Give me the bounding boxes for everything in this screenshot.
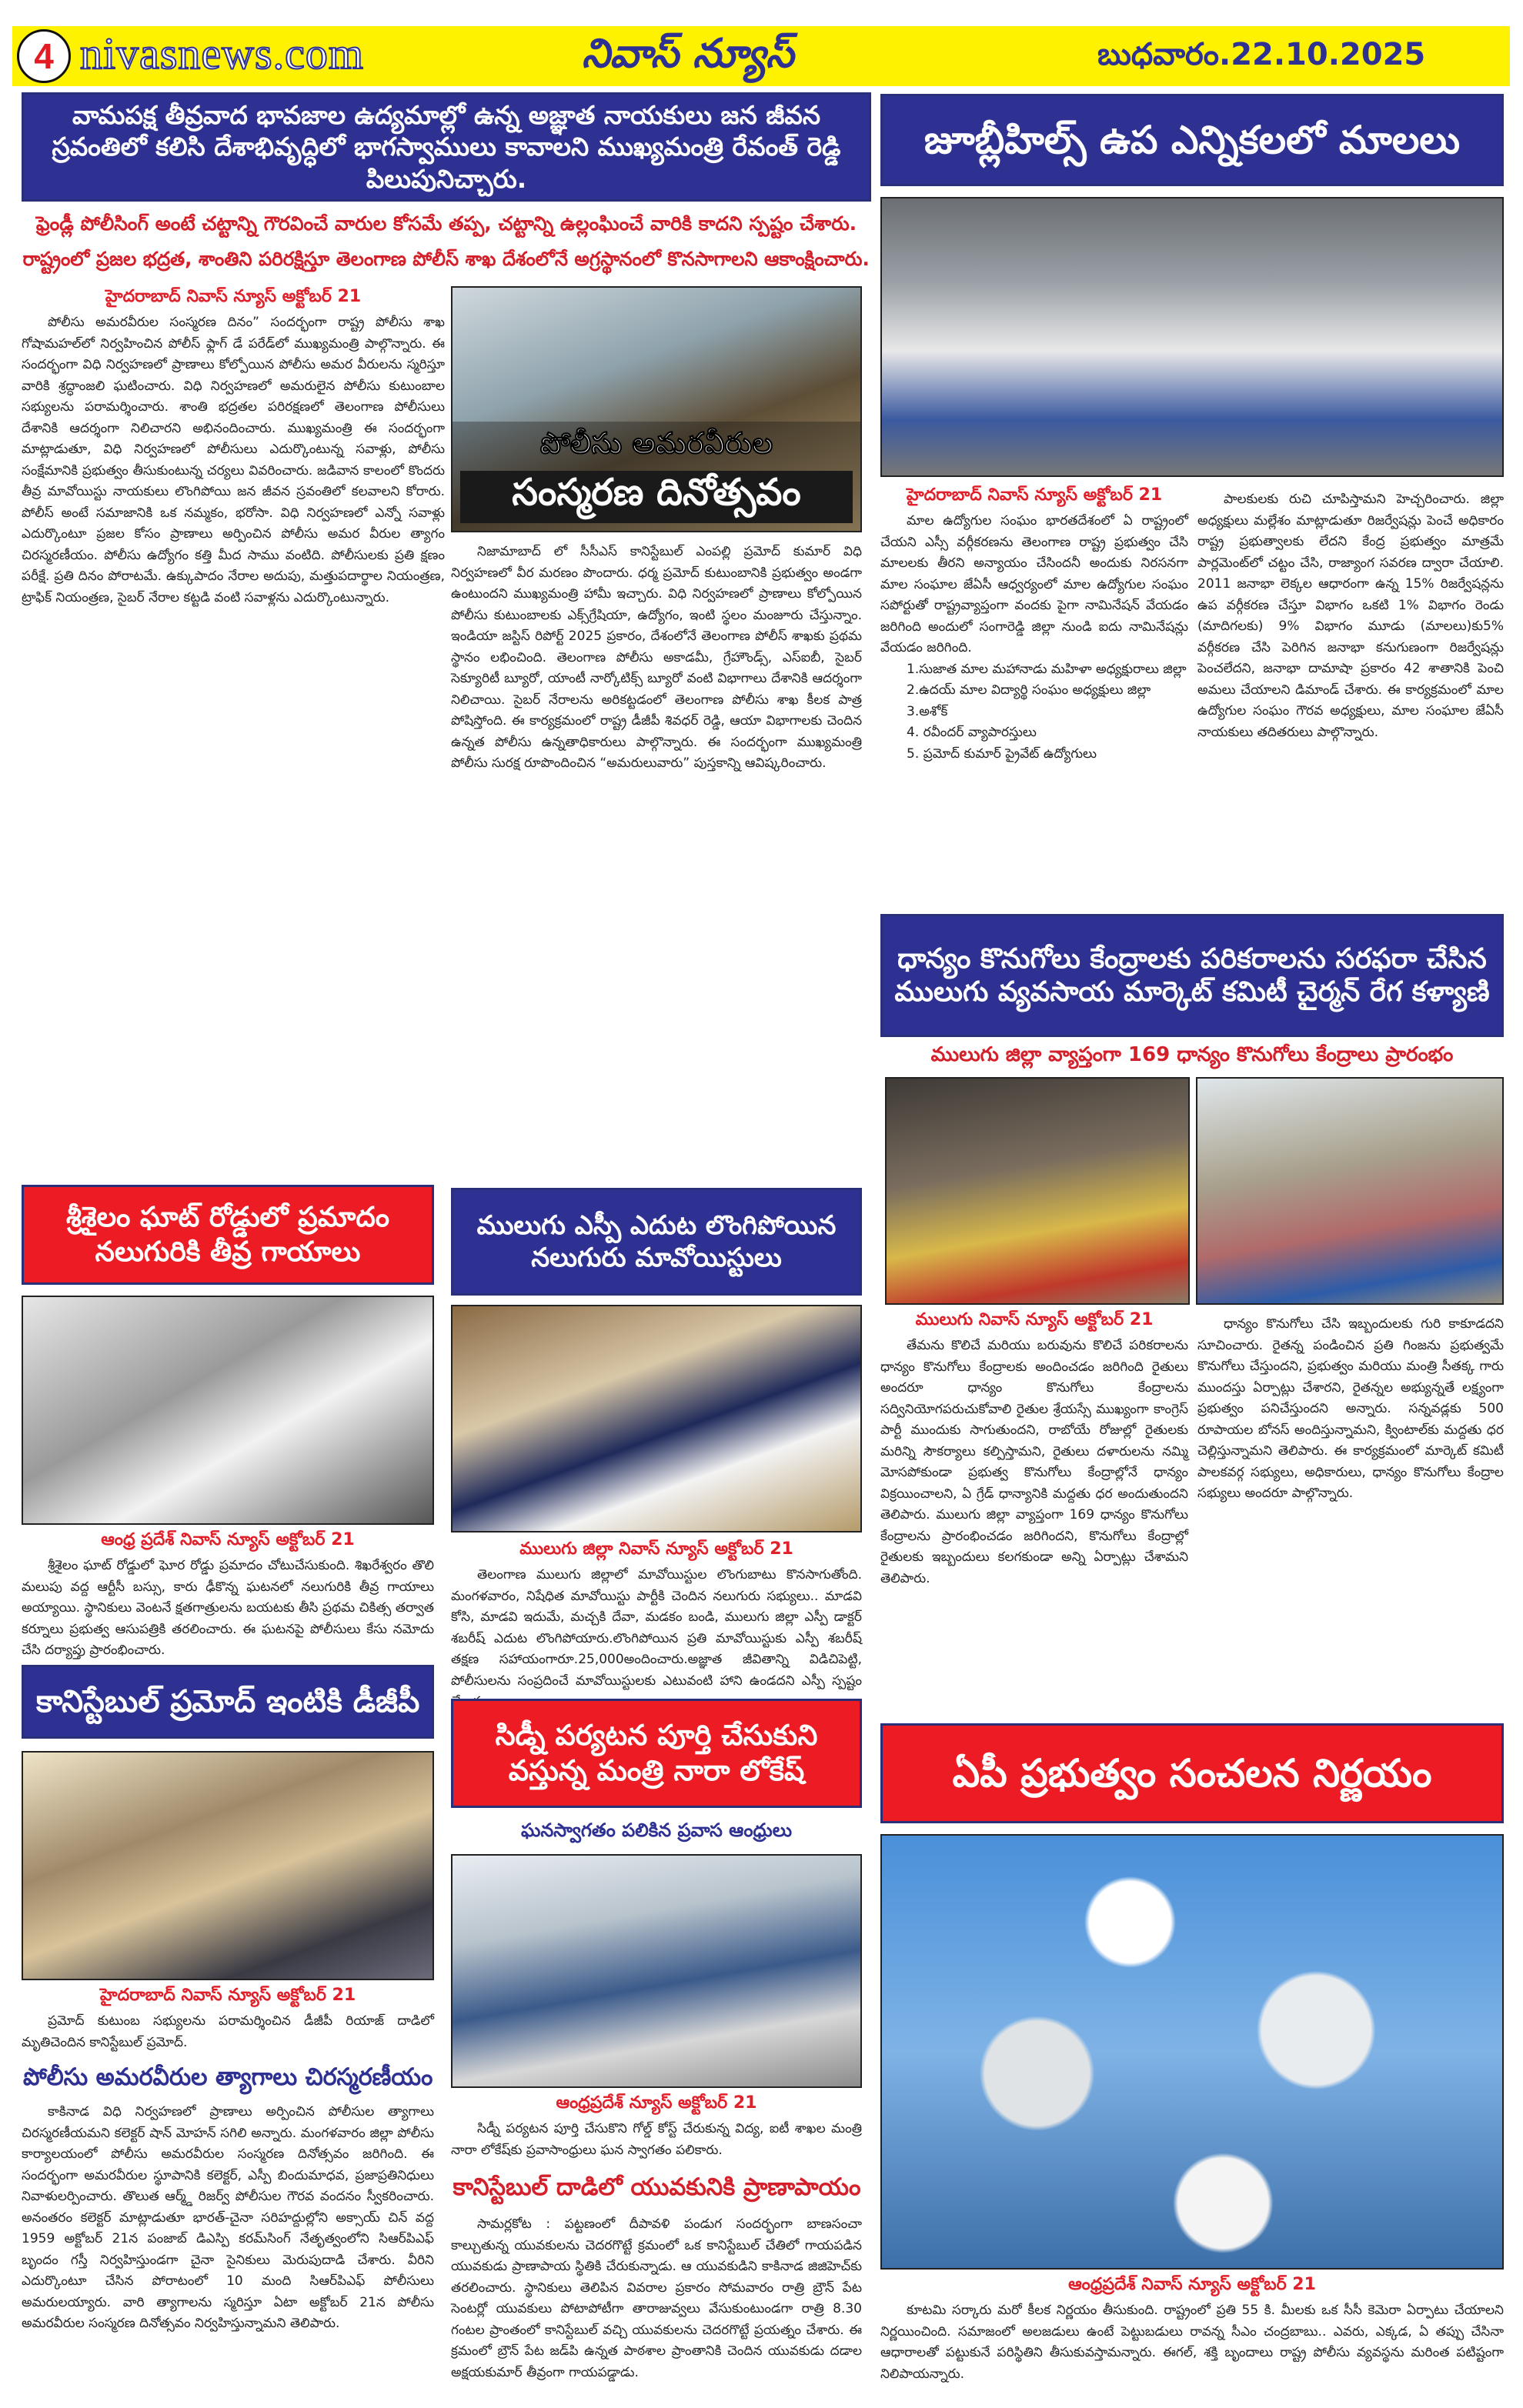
police-parade-photo xyxy=(451,286,862,532)
story2-column-2 xyxy=(1197,489,1504,908)
nominee-list-item: 3.అశోక్ xyxy=(907,703,948,719)
story4-headline-line-1: శ్రీశైలం ఘాట్ రోడ్డులో ప్రమాదం xyxy=(65,1202,390,1233)
masthead xyxy=(12,26,1510,86)
story5-headline xyxy=(451,1188,862,1296)
story2-dateline xyxy=(880,485,1188,509)
maoist-surrender-photo xyxy=(451,1305,862,1533)
story1-column-2 xyxy=(451,542,862,1162)
story8-headline-line-1: సిడ్నీ పర్యటన పూర్తి చేసుకుని xyxy=(495,1718,818,1752)
story8-subhead xyxy=(451,1817,862,1848)
story3-column-2 xyxy=(1197,1314,1504,1708)
cctv-cameras-photo xyxy=(880,1834,1504,2270)
story2-intro: మాల ఉద్యోగుల సంఘం భారతదేశంలో ఏ రాష్ట్రంలో చేయని ఎస్సీ వర్గీకరణను తెలంగాణ రాష్ట్ర ప్రభుత్వం చేసి మాలలకు తీరని అన్యాయం చేసిందనీ అందుకు నిరసనగా మాల సంఘాల జేఏసీ ఆధ్వర్యంలో మాల ఉద్యోగుల సంఘం సపోర్టుతో రాష్ట్రవ్యాప్తంగా వందకు పైగా నామినేషన్ వేయడం జరిగింది అందులో సంగారెడ్డి జిల్లా నుండి ఐదు నామినేషన్లు వేయడం జరిగింది. xyxy=(880,513,1188,656)
story6-headline xyxy=(22,1665,434,1739)
story1-text-1: పోలీసు అమరవీరుల సంస్మరణ దినం” సందర్భంగా రాష్ట్ర పోలీసు శాఖ గోషామహల్‌లో నిర్వహించిన పోలీస్ ఫ్లాగ్ డే పరేడ్‌లో ముఖ్యమంత్రి పాల్గొన్నారు. ఈ సందర్భంగా విధి నిర్వహణలో ప్రాణాలు కోల్పోయిన పోలీసు అమర వీరులను స్మరిస్తూ వారికి శ్రద్ధాంజలి ఘటించారు. విధి నిర్వహణలో అమరులైన పోలీసు కుటుంబాల సభ్యులను పరామర్శించారు. శాంతి భద్రతల పరిరక్షణలో తెలంగాణ పోలీసులు దేశానికి ఆదర్శంగా నిలిచారని అభినందించారు. ముఖ్యమంత్రి ఈ సందర్భంగా మాట్లాడుతూ, విధి నిర్వహణలో పోలీసులు ఎదుర్కొంటున్న సవాళ్లు, పోలీసు సంక్షేమానికి ప్రభుత్వం తీసుకుంటున్న చర్యలు వివరించారు. జడివాన కాలంలో కొందరు తీవ్ర మావోయిస్టు నాయకులు లొంగిపోయి జన జీవన స్రవంతిలో కలవాలని కోరారు. పోలీస్ అంటే సమాజానికి ఒక నమ్మకం, భరోసా. విధి నిర్వహణలో ఎన్నో సవాళ్లు ఎదుర్కొంటూ ప్రజల కోసం ప్రాణాలు అర్పించిన పోలీసు అమర వీరుల త్యాగం చిరస్మరణీయం. పోలీసు ఉద్యోగం కత్తి మీద సాము వంటిది. పోలీసులకు ప్రతి క్షణం పరీక్షే. ప్రతి దినం పోరాటమే. ఉక్కుపాదం నేరాల అదుపు, మత్తుపదార్థాల నియంత్రణ, ట్రాఫిక్ నియంత్రణ, సైబర్ నేరాల కట్టడి వంటి సవాళ్లను ఎదుర్కొంటున్నారు. xyxy=(22,315,445,605)
story1-subhead-2 xyxy=(22,245,871,278)
story8-headline-line-2: వస్తున్న మంత్రి నారా లోకేష్ xyxy=(508,1754,805,1787)
story2-column-1 xyxy=(880,511,1188,911)
story5-headline-line-2: నలుగురు మావోయిస్టులు xyxy=(531,1242,782,1273)
story3-subhead-text: ములుగు జిల్లా వ్యాప్తంగా 169 ధాన్యం కొనుగోలు కేంద్రాలు ప్రారంభం xyxy=(930,1043,1454,1066)
story3-dateline-text: ములుగు నివాస్ న్యూస్ అక్టోబర్ 21 xyxy=(915,1310,1154,1329)
story3-dateline xyxy=(880,1309,1188,1334)
nominee-list-item: 4. రవీందర్ వ్యాపారస్తులు xyxy=(907,725,1037,741)
grain-center-photo-2 xyxy=(1196,1077,1504,1305)
story9-headline xyxy=(451,2171,862,2208)
story5-body xyxy=(451,1565,862,1689)
issue-date: బుధవారం.22.10.2025 xyxy=(1097,37,1426,72)
story1-dateline-text: హైదరాబాద్ నివాస్ న్యూస్ అక్టోబర్ 21 xyxy=(105,287,362,306)
story6-headline-text: కానిస్టేబుల్ ప్రమోద్ ఇంటికి డీజీపీ xyxy=(35,1684,420,1719)
story4-dateline-text: ఆంధ్ర ప్రదేశ్ నివాస్ న్యూస్ అక్టోబర్ 21 xyxy=(101,1530,355,1549)
story3-headline: ధాన్యం కొనుగోలు కేంద్రాలకు పరికరాలను సరఫరా చేసిన ములుగు వ్యవసాయ మార్కెట్ కమిటీ చైర్మన్ రేగ కళ్యాణి xyxy=(880,914,1504,1037)
story1-subhead-1-text: ఫ్రెండ్లీ పోలీసింగ్ అంటే చట్టాన్ని గౌరవించే వారుల కోసమే తప్ప, చట్టాన్ని ఉల్లంఘించే వారికి కాదని స్పష్టం చేశారు. xyxy=(35,212,857,235)
story6-text: ప్రమోద్ కుటుంబ సభ్యులను పరామర్శించిన డీజీపీ రియాజ్ దాడిలో మృతిచెందిన కానిస్టేబుల్ ప్రమోద్. xyxy=(22,2013,434,2050)
story5-headline-line-1: ములుగు ఎస్పీ ఎదుట లొంగిపోయిన xyxy=(476,1209,837,1241)
story8-body xyxy=(451,2119,862,2163)
site-name[interactable]: nivasnews.com xyxy=(80,28,364,78)
story5-dateline xyxy=(451,1539,862,1563)
story6-dateline xyxy=(22,1985,434,2009)
story3-column-1 xyxy=(880,1336,1188,1708)
story5-dateline-text: ములుగు జిల్లా నివాస్ న్యూస్ అక్టోబర్ 21 xyxy=(519,1539,793,1559)
story4-dateline xyxy=(22,1529,434,1554)
story1-text-2: నిజామాబాద్ లో సీసీఎస్ కానిస్టేబుల్ ఎంపల్లి ప్రమోద్ కుమార్ విధి నిర్వహణలో వీర మరణం పొందారు. ధర్మ ప్రమోద్ కుటుంబానికి ప్రభుత్వం అండగా ఉంటుందని ముఖ్యమంత్రి హామీ ఇచ్చారు. విధి నిర్వహణలో ప్రాణాలు కోల్పోయిన పోలీసు కుటుంబాలకు ఎక్స్‌గ్రేషియా, ఉద్యోగం, ఇంటి స్థలం మంజూరు చేస్తున్నాం. ఇండియా జస్టిస్ రిపోర్ట్ 2025 ప్రకారం, దేశంలోనే తెలంగాణ పోలీస్ శాఖకు ప్రథమ స్థానం లభించింది. తెలంగాణ పోలీసు అకాడమీ, గ్రేహౌండ్స్, ఎస్ఐబీ, సైబర్ సెక్యూరిటీ బ్యూరో, యాంటీ నార్కోటిక్స్ బ్యూరో వంటి విభాగాలు దేశానికి ఆదర్శంగా నిలిచాయి. సైబర్ నేరాలను అరికట్టడంలో తెలంగాణ పోలీసు శాఖ కీలక పాత్ర పోషిస్తోంది. ఈ కార్యక్రమంలో రాష్ట్ర డీజీపీ శివధర్ రెడ్డి, ఆయా విభాగాలకు చెందిన ఉన్నత పోలీసు ఉన్నతాధికారులు పాల్గొన్నారు. ఈ సందర్భంగా ముఖ్యమంత్రి పోలీసు సురక్ష రూపొందించిన “అమరులువారు” పుస్తకాన్ని ఆవిష్కరించారు. xyxy=(451,544,862,772)
story2-dateline-text: హైదరాబాద్ నివాస్ న్యూస్ అక్టోబర్ 21 xyxy=(906,485,1163,505)
nominee-list-item: 1.సుజాత మాల మహానాడు మహిళా అధ్యక్షురాలు జిల్లా xyxy=(907,661,1187,677)
story1-subhead-2-text: రాష్ట్రంలో ప్రజల భద్రత, శాంతిని పరిరక్షిస్తూ తెలంగాణ పోలీస్ శాఖ దేశంలోనే అగ్రస్థానంలో కొనసాగాలని ఆకాంక్షించారు. xyxy=(22,248,870,270)
story3-subhead xyxy=(880,1042,1504,1072)
story2-headline-text: జూబ్లీహిల్స్ ఉప ఎన్నికలలో మాలలు xyxy=(923,117,1461,162)
story10-dateline xyxy=(880,2274,1504,2299)
story8-subhead-text: ఘనస్వాగతం పలికిన ప్రవాస ఆంధ్రులు xyxy=(520,1819,793,1841)
story4-body xyxy=(22,1556,434,1660)
story7-body xyxy=(22,2102,434,2386)
newspaper-logo: నివాస్ న్యూస్ xyxy=(582,31,794,77)
photo-caption-line-1: పోలీసు అమరవీరుల xyxy=(539,426,773,460)
story1-dateline xyxy=(22,286,445,311)
story8-headline xyxy=(451,1699,862,1808)
story6-body xyxy=(22,2011,434,2056)
story10-text: కూటమి సర్కారు మరో కీలక నిర్ణయం తీసుకుంది. రాష్ట్రంలో ప్రతి 55 కి. మీలకు ఒక సీసీ కెమెరా ఏర్పాటు చేయాలని నిర్ణయించింది. సమాజంలో అలజడులు ఉంటే పెట్టుబడులు రావన్న సీఎం చంద్రబాబు.. ఎవరు, ఎక్కడ, ఏ తప్పు చేసినా ఆధారాలతో పట్టుకునే పరిస్థితిని తీసుకువస్తామన్నారు. ఈగల్, శక్తి బృందాలు రాష్ట్ర పోలీసు వ్యవస్థను మరింత పటిష్టంగా నిలిపాయన్నారు. xyxy=(880,2303,1504,2382)
story2-headline xyxy=(880,94,1504,186)
story8-dateline-text: ఆంధ్రప్రదేశ్ న్యూస్ అక్టోబర్ 21 xyxy=(556,2093,757,2113)
lokesh-welcome-photo xyxy=(451,1854,862,2088)
story6-dateline-text: హైదరాబాద్ నివాస్ న్యూస్ అక్టోబర్ 21 xyxy=(99,1986,356,2005)
story3-text-1: తేమను కొలిచే మరియు బరువును కొలిచే పరికరాలను ధాన్యం కొనుగోలు కేంద్రాలకు అందించడం జరిగింది రైతులు అందరూ ధాన్యం కొనుగోలు కేంద్రాలను సద్వినియోగపరుచుకోవాలి రైతుల శ్రేయస్సే ముఖ్యంగా కాంగ్రెస్ పార్టీ ముందుకు సాగుతుందని, రాబోయే రోజుల్లో రైతులకు మరిన్ని సౌకర్యాలు కల్పిస్తామని, రైతులు దళారులను నమ్మి మోసపోకుండా ప్రభుత్వ కొనుగోలు కేంద్రాల్లోనే ధాన్యం విక్రయించాలని, ఏ గ్రేడ్ ధాన్యానికి మద్దతు ధర అందుతుందని తెలిపారు. ములుగు జిల్లా వ్యాప్తంగా 169 ధాన్యం కొనుగోలు కేంద్రాలను ప్రారంభించడం జరిగిందని, కొనుగోలు కేంద్రాల్లో రైతులకు ఇబ్బందులు కలగకుండా అన్ని ఏర్పాట్లు చేశామని తెలిపారు. xyxy=(880,1338,1188,1586)
story8-text: సిడ్నీ పర్యటన పూర్తి చేసుకొని గోల్డ్ కోస్ట్ చేరుకున్న విద్య, ఐటీ శాఖల మంత్రి నారా లోకేష్‌కు ప్రవాసాంధ్రులు ఘన స్వాగతం పలికారు. xyxy=(451,2121,862,2158)
nominee-list-item: 2.ఉదయ్ మాల విద్యార్థి సంఘం అధ్యక్షులు జిల్లా xyxy=(907,682,1151,699)
nominee-list-item: 5. ప్రమోద్ కుమార్ ప్రైవేట్ ఉద్యోగులు xyxy=(907,745,1097,762)
story9-text: సామర్లకోట : పట్టణంలో దీపావళి పండుగ సందర్భంగా బాణసంచా కాల్చుతున్న యువకులను చెదరగొట్టే క్రమంలో ఒక కానిస్టేబుల్ చేతిలో గాయపడిన యువకుడు ప్రాణాపాయ స్థితికి చేరుకున్నాడు. ఆ యువకుడిని కాకినాడ జిజిహెచ్‌కు తరలించారు. స్థానికులు తెలిపిన వివరాల ప్రకారం సోమవారం రాత్రి బ్రౌన్ పేట సెంటర్లో యువకులు పోటాపోటీగా తారాజువ్వలు వేసుకుంటుండగా రాత్రి 8.30 గంటల ప్రాంతంలో కానిస్టేబుల్ వచ్చి యువకులను చెదరగొట్టే ప్రయత్నం చేశారు. ఈ క్రమంలో బ్రౌన్ పేట జడ్‌పి ఉన్నత పాఠశాల ప్రాంతానికి చెందిన యువకుడు దడాల అక్షయకుమార్ తీవ్రంగా గాయపడ్డాడు. xyxy=(451,2216,862,2380)
jubilee-hills-nomination-photo xyxy=(880,197,1504,477)
story7-headline xyxy=(22,2062,434,2097)
photo-caption-line-2: సంస్మరణ దినోత్సవం xyxy=(460,471,853,523)
dgp-visit-photo xyxy=(22,1751,434,1980)
story10-dateline-text: ఆంధ్రప్రదేశ్ నివాస్ న్యూస్ అక్టోబర్ 21 xyxy=(1068,2275,1316,2294)
srisailam-accident-photo xyxy=(22,1296,434,1525)
story3-text-2: ధాన్యం కొనుగోలు చేసి ఇబ్బందులకు గురి కాకూడదని సూచించారు. రైతన్న పండించిన ప్రతి గింజను ప్రభుత్వమే కొనుగోలు చేస్తుందని, ప్రభుత్వం మరియు మంత్రి సీతక్క గారు ముందస్తు ఏర్పాట్లు చేశారని, రైతన్నల అభ్యున్నతే లక్ష్యంగా ప్రభుత్వం పనిచేస్తుందని అన్నారు. సన్నవడ్లకు 500 రూపాయల బోనస్ అందిస్తున్నామని, క్వింటాల్‌కు మద్దతు ధర చెల్లిస్తున్నామని తెలిపారు. ఈ కార్యక్రమంలో మార్కెట్ కమిటీ పాలకవర్గ సభ్యులు, అధికారులు, ధాన్యం కొనుగోలు కేంద్రాల సభ్యులు అందరూ పాల్గొన్నారు. xyxy=(1197,1316,1504,1502)
story4-headline-line-2: నలుగురికి తీవ్ర గాయాలు xyxy=(95,1236,361,1268)
page-number: 4 xyxy=(17,29,71,83)
story9-body xyxy=(451,2214,862,2391)
story1-subhead-1 xyxy=(22,209,871,243)
story4-text: శ్రీశైలం ఘాట్ రోడ్డులో ఘోర రోడ్డు ప్రమాదం చోటుచేసుకుంది. శిఖరేశ్వరం తొలి మలుపు వద్ద ఆర్టీసీ బస్సు, కారు ఢీకొన్న ఘటనలో నలుగురికి తీవ్ర గాయాలు అయ్యాయి. స్థానికులు వెంటనే క్షతగాత్రులను బయటకు తీసి ప్రథమ చికిత్స తర్వాత కర్నూలు ప్రభుత్వ ఆసుపత్రికి తరలించారు. ఈ ఘటనపై పోలీసులు కేసు నమోదు చేసి దర్యాప్తు ప్రారంభించారు. xyxy=(22,1558,434,1659)
story4-headline xyxy=(22,1185,434,1285)
story5-text: తెలంగాణ ములుగు జిల్లాలో మావోయిస్టుల లొంగుబాటు కొనసాగుతోంది. మంగళవారం, నిషేధిత మావోయిస్టు పార్టీకి చెందిన నలుగురు సభ్యులు.. మాడవి కోసి, మాడవి ఇదుమే, మచ్చకి దేవా, మడకం బండి, ములుగు జిల్లా ఎస్పీ డాక్టర్ శబరీష్ ఎదుట లొంగిపోయారు.లొంగిపోయిన ప్రతి మావోయిస్టుకు ఎస్పీ శబరీష్ తక్షణ సహాయంగారూ.25,000అందించారు.అజ్ఞాత జీవితాన్ని విడిచిపెట్టి, పోలీసులను సంప్రదించే మావోయిస్టులకు ఎటువంటి హాని ఉండదని ఎస్పీ స్పష్టం xyxy=(451,1567,862,1689)
story10-headline xyxy=(880,1723,1504,1823)
story8-dateline xyxy=(451,2093,862,2117)
story1-headline: వామపక్ష తీవ్రవాద భావజాల ఉద్యమాల్లో ఉన్న అజ్ఞాత నాయకులు జన జీవన స్రవంతిలో కలిసి దేశాభివృద్ధిలో భాగస్వాములు కావాలని ముఖ్యమంత్రి రేవంత్ రెడ్డి పిలుపునిచ్చారు. xyxy=(22,92,871,202)
story1-column-1 xyxy=(22,312,445,1162)
story7-text: కాకినాడ విధి నిర్వహణలో ప్రాణాలు అర్పించిన పోలీసుల త్యాగాలు చిరస్మరణీయమని కలెక్టర్ షాన్ మోహన్ సగిలి అన్నారు. మంగళవారం జిల్లా పోలీసు కార్యాలయంలో పోలీసు అమరవీరుల సంస్మరణ దినోత్సవం జరిగింది. ఈ సందర్భంగా అమరవీరుల స్థూపానికి కలెక్టర్, ఎస్పీ బిందుమాధవ, ప్రజాప్రతినిధులు నివాళులర్పించారు. తొలుత ఆర్మ్డ్ రిజర్వ్ పోలీసుల గౌరవ వందనం స్వీకరించారు. అనంతరం కలెక్టర్ మాట్లాడుతూ భారత్-చైనా సరిహద్దుల్లోని అక్సాయ్ చిన్ వద్ద 1959 అక్టోబర్ 21న పంజాబ్ డిఎస్పి కరమ్‌సింగ్ నేతృత్వంలోని సిఆర్‌పిఎఫ్ బృందం గస్తీ నిర్వహిస్తుండగా చైనా సైనికులు మెరుపుదాడి చేశారు. వీరిని ఎదుర్కొంటూ చేసిన పోరాటంలో 10 మంది సిఆర్‌పిఎఫ్ పోలీసులు అమరులయ్యారు. వారి త్యాగాలను స్మరిస్తూ ఏటా అక్టోబర్ 21న పోలీసు అమరవీరుల సంస్మరణ దినోత్సవం నిర్వహిస్తున్నామని తెలిపారు. xyxy=(22,2104,434,2332)
story10-body xyxy=(880,2300,1504,2400)
story7-headline-text: పోలీసు అమరవీరుల త్యాగాలు చిరస్మరణీయం xyxy=(22,2063,433,2091)
story2-text-2: పాలకులకు రుచి చూపిస్తామని హెచ్చరించారు. జిల్లా అధ్యక్షులు మల్లేశం మాట్లాడుతూ రిజర్వేషన్లు పెంచే అధికారం రాష్ట్ర ప్రభుత్వాలకు లేదని కేంద్ర ప్రభుత్వం మాత్రమే పార్లమెంట్‌లో చట్టం చేసి, రాజ్యాంగ సవరణ ద్వారా చేయాలి. 2011 జనాభా లెక్కల ఆధారంగా ఉన్న 15% రిజర్వేషన్లను ఉప వర్గీకరణ చేస్తూ విభాగం ఒకటి 1% విభాగం రెండు (మాదిగలకు) 9% విభాగం మూడు (మాలలు)కు5% వర్గీకరణ చేసి పెరిగిన జనాభా కనుగుణంగా రిజర్వేషన్లు పెంచలేదని, జనాభా దామాషా ప్రకారం 42 శాతానికి పెంచి అమలు చేయాలని డిమాండ్ చేశారు. ఈ కార్యక్రమంలో మాల ఉద్యోగుల సంఘం గౌరవ అధ్యక్షులు, మాల సంఘాల జేఏసీ నాయకులు తదితరులు పాల్గొన్నారు. xyxy=(1197,492,1504,740)
grain-center-photo-1 xyxy=(885,1077,1190,1305)
story10-headline-text: ఏపీ ప్రభుత్వం సంచలన నిర్ణయం xyxy=(952,1750,1432,1796)
story9-headline-text: కానిస్టేబుల్ దాడిలో యువకునికి ప్రాణాపాయం xyxy=(452,2173,861,2201)
